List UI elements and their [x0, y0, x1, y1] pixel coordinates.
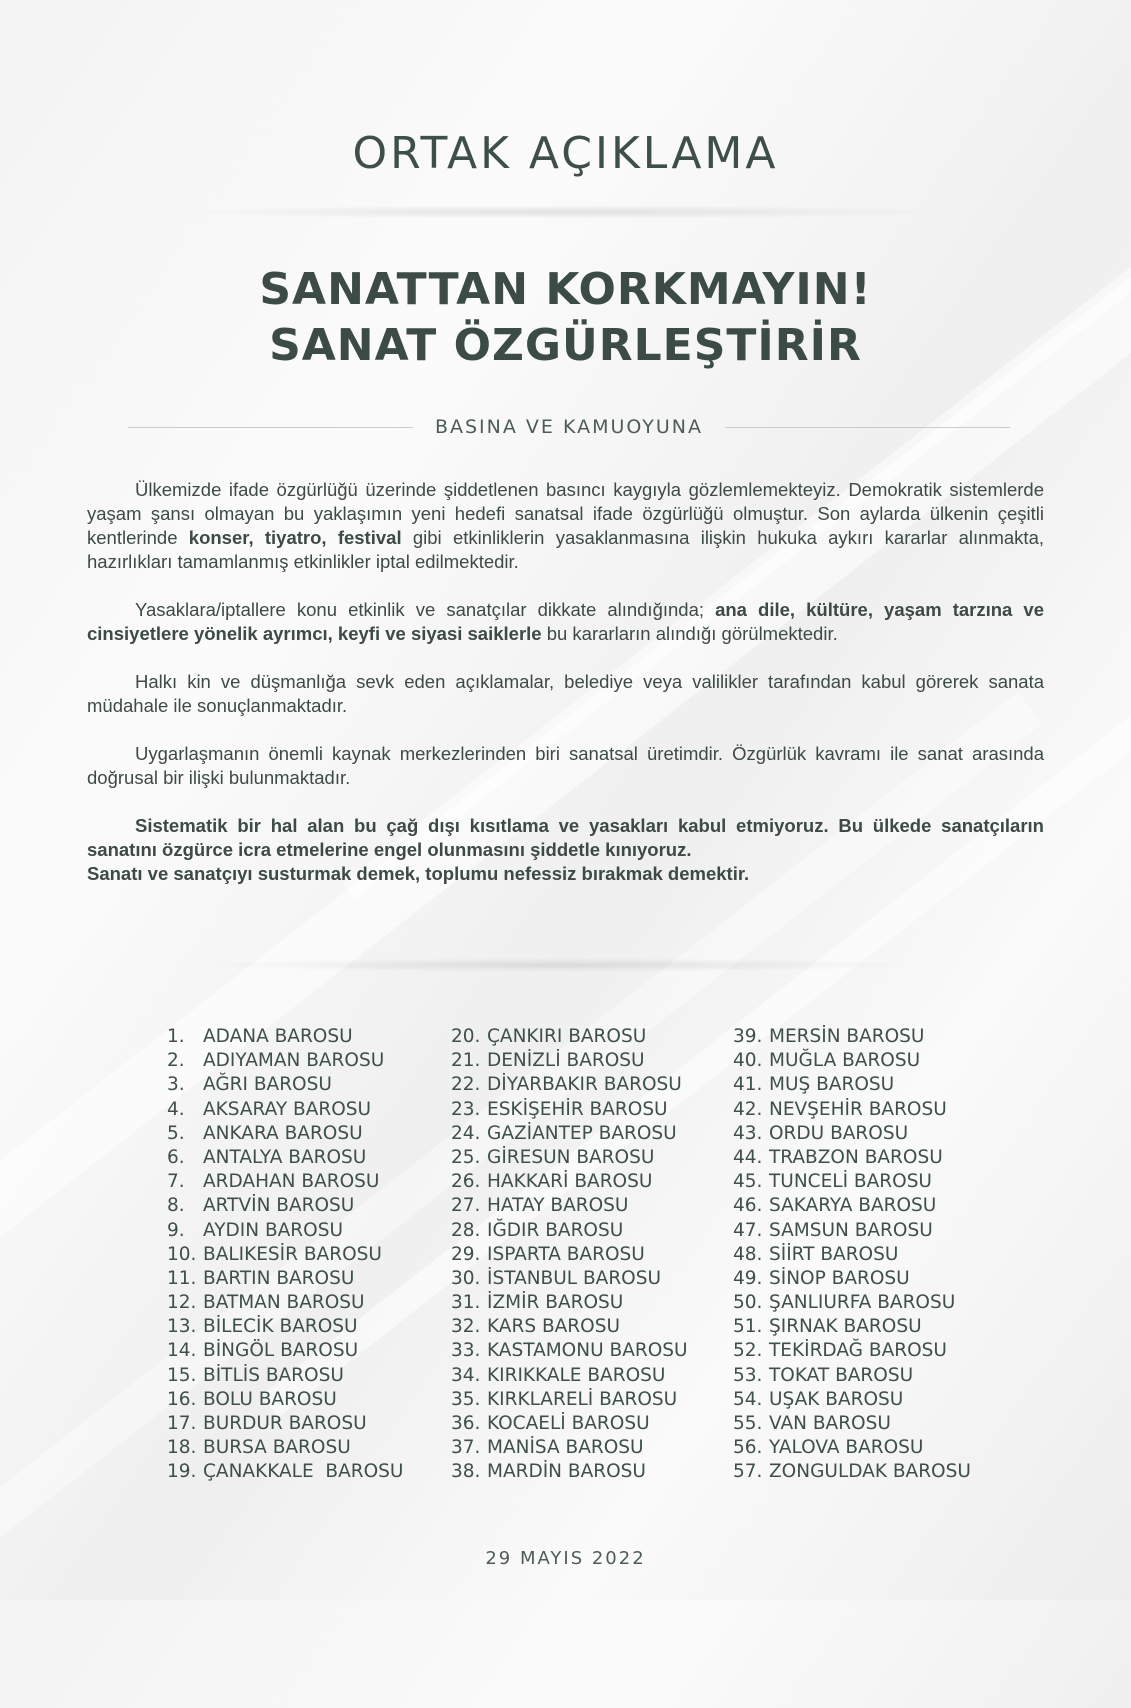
list-item: [167, 1219, 457, 1243]
subheader-row: [128, 416, 1010, 440]
list-item: [167, 1170, 457, 1194]
list-item-number: 51.: [733, 1316, 763, 1338]
list-item-number: 28.: [451, 1219, 481, 1241]
list-item: [167, 1146, 457, 1170]
list-item-number: 11.: [167, 1267, 197, 1289]
list-item: [733, 1339, 1023, 1363]
list-item-number: 46.: [733, 1195, 763, 1217]
list-item-number: 7.: [167, 1171, 185, 1193]
list-item-name: ŞANLIURFA BAROSU: [769, 1292, 956, 1314]
list-item: [451, 1291, 741, 1315]
list-item: [451, 1219, 741, 1243]
list-item-number: 30.: [451, 1267, 481, 1289]
list-item-number: 39.: [733, 1026, 763, 1047]
list-item-name: MARDİN BAROSU: [487, 1461, 646, 1483]
list-item: [167, 1339, 457, 1363]
list-item: [167, 1025, 457, 1049]
list-item-name: KARS BAROSU: [487, 1316, 620, 1338]
list-item-name: AYDIN BAROSU: [203, 1219, 343, 1241]
list-item: [167, 1388, 457, 1412]
list-item-number: 21.: [451, 1050, 481, 1072]
list-item: [451, 1098, 741, 1122]
bar-list-column-2: [451, 1025, 741, 1485]
list-item-name: VAN BAROSU: [769, 1413, 891, 1434]
subheader-text: BASINA VE KAMUOYUNA: [434, 416, 704, 438]
list-item-name: İSTANBUL BAROSU: [487, 1267, 662, 1289]
list-item: [451, 1364, 741, 1388]
list-item-number: 2.: [167, 1050, 185, 1072]
list-item-name: MERSİN BAROSU: [769, 1026, 925, 1047]
list-item-number: 18.: [167, 1437, 197, 1459]
list-item: [733, 1098, 1023, 1122]
list-item-name: MANİSA BAROSU: [487, 1437, 644, 1459]
header-divider-shadow: [180, 205, 940, 219]
list-item-number: 50.: [733, 1292, 763, 1314]
list-item-name: KASTAMONU BAROSU: [487, 1340, 688, 1362]
paragraph-2: [87, 598, 1044, 646]
list-item: [451, 1388, 741, 1412]
list-item-number: 14.: [167, 1340, 197, 1362]
list-item-number: 10.: [167, 1243, 197, 1265]
list-item-name: BOLU BAROSU: [203, 1388, 337, 1410]
list-item: [733, 1412, 1023, 1436]
paragraph-2-text: Yasaklara/iptallere konu etkinlik ve sanatçılar dikkate alındığında;: [135, 599, 716, 620]
list-item-name: ZONGULDAK BAROSU: [769, 1461, 971, 1483]
list-item-name: BİLECİK BAROSU: [203, 1316, 358, 1338]
document-header-title: ORTAK AÇIKLAMA: [352, 128, 779, 179]
list-item: [733, 1170, 1023, 1194]
list-item-name: YALOVA BAROSU: [769, 1437, 924, 1459]
list-item-name: BİTLİS BAROSU: [203, 1364, 344, 1386]
list-item-number: 38.: [451, 1461, 481, 1483]
headline: [0, 262, 1131, 374]
list-item-number: 24.: [451, 1122, 481, 1144]
list-item-name: ISPARTA BAROSU: [487, 1243, 645, 1265]
list-item-number: 20.: [451, 1026, 481, 1047]
list-item-name: DİYARBAKIR BAROSU: [487, 1074, 682, 1096]
list-item-number: 48.: [733, 1243, 763, 1265]
list-item-number: 12.: [167, 1292, 197, 1314]
list-item: [733, 1025, 1023, 1049]
list-item-name: SAMSUN BAROSU: [769, 1219, 933, 1241]
list-item: [451, 1412, 741, 1436]
list-item: [451, 1194, 741, 1218]
list-item: [167, 1098, 457, 1122]
list-item: [167, 1122, 457, 1146]
list-item-name: TEKİRDAĞ BAROSU: [769, 1340, 947, 1362]
list-item-number: 29.: [451, 1243, 481, 1265]
list-item-number: 43.: [733, 1122, 763, 1144]
list-item-name: NEVŞEHİR BAROSU: [769, 1098, 947, 1120]
list-item: [733, 1291, 1023, 1315]
list-item: [451, 1339, 741, 1363]
list-item: [733, 1243, 1023, 1267]
list-item-name: DENİZLİ BAROSU: [487, 1050, 645, 1072]
paragraph-6: Sanatı ve sanatçıyı susturmak demek, toplumu nefessiz bırakmak demektir.: [87, 863, 750, 884]
list-item-number: 55.: [733, 1413, 763, 1434]
list-item: [733, 1073, 1023, 1097]
paragraph-3: Halkı kin ve düşmanlığa sevk eden açıklamalar, belediye veya valilikler tarafından kabul görerek sanata müdahale ile sonuçlanmaktadır.: [87, 671, 1044, 716]
list-item-name: SİNOP BAROSU: [769, 1267, 910, 1289]
list-item: [167, 1412, 457, 1436]
list-item-number: 32.: [451, 1316, 481, 1338]
list-item-name: BURSA BAROSU: [203, 1437, 351, 1459]
list-item-name: İZMİR BAROSU: [487, 1292, 624, 1314]
list-item-name: ÇANAKKALE BAROSU: [203, 1461, 404, 1483]
list-item: [451, 1122, 741, 1146]
list-item: [733, 1267, 1023, 1291]
list-item-number: 57.: [733, 1461, 763, 1483]
statement-body: [87, 478, 1044, 910]
list-item-name: ANKARA BAROSU: [203, 1122, 363, 1144]
list-item-number: 56.: [733, 1437, 763, 1459]
subheader-rule-right: [725, 427, 1010, 428]
headline-line-1: SANATTAN KORKMAYIN!: [259, 264, 872, 315]
list-item: [451, 1025, 741, 1049]
list-item-number: 34.: [451, 1364, 481, 1386]
list-item: [451, 1073, 741, 1097]
list-item: [451, 1049, 741, 1073]
list-item-name: KIRIKKALE BAROSU: [487, 1364, 666, 1386]
list-item: [451, 1243, 741, 1267]
list-item-number: 4.: [167, 1098, 185, 1120]
list-item-name: TOKAT BAROSU: [769, 1364, 914, 1386]
list-item-number: 44.: [733, 1146, 763, 1168]
list-item-name: ARDAHAN BAROSU: [203, 1171, 380, 1193]
paragraph-1-emphasis: konser, tiyatro, festival: [188, 527, 402, 548]
list-item: [451, 1436, 741, 1460]
list-item-name: ÇANKIRI BAROSU: [487, 1026, 647, 1047]
paragraph-5: Sistematik bir hal alan bu çağ dışı kısıtlama ve yasakları kabul etmiyoruz. Bu ülkede sanatçıların sanatını özgürce icra etmelerine engel olunmasını şiddetle kınıyoruz.: [87, 815, 1044, 860]
list-item-name: SAKARYA BAROSU: [769, 1195, 937, 1217]
list-item-name: HATAY BAROSU: [487, 1195, 629, 1217]
list-item-number: 41.: [733, 1074, 763, 1096]
list-item-number: 40.: [733, 1050, 763, 1072]
list-item: [167, 1049, 457, 1073]
paragraph-1: [87, 478, 1044, 574]
list-item-name: GAZİANTEP BAROSU: [487, 1122, 677, 1144]
list-item-number: 25.: [451, 1146, 481, 1168]
headline-line-2: SANAT ÖZGÜRLEŞTİRİR: [269, 320, 862, 371]
list-item: [167, 1460, 457, 1484]
list-item-name: AKSARAY BAROSU: [203, 1098, 372, 1120]
list-item-name: BURDUR BAROSU: [203, 1413, 367, 1434]
list-item-number: 26.: [451, 1171, 481, 1193]
list-item: [167, 1436, 457, 1460]
list-item-number: 27.: [451, 1195, 481, 1217]
list-item: [733, 1049, 1023, 1073]
paragraph-4: Uygarlaşmanın önemli kaynak merkezlerinden biri sanatsal üretimdir. Özgürlük kavramı ile sanat arasında doğrusal bir ilişki bulunmaktadır.: [87, 743, 1044, 788]
list-item-number: 36.: [451, 1413, 481, 1434]
list-item: [733, 1436, 1023, 1460]
list-item-number: 33.: [451, 1340, 481, 1362]
list-item-name: BALIKESİR BAROSU: [203, 1243, 382, 1265]
list-item: [167, 1291, 457, 1315]
list-item-name: AĞRI BAROSU: [203, 1074, 332, 1096]
list-item-number: 22.: [451, 1074, 481, 1096]
list-item-number: 49.: [733, 1267, 763, 1289]
list-item-number: 17.: [167, 1413, 197, 1434]
paragraph-1-text: Ülkemizde ifade özgürlüğü üzerinde şiddetlenen basıncı kaygıyla gözlemlemekteyiz. Demokratik sistemlerde yaşam şansı olmayan bu yaklaşımın yeni hedefi sanatsal ifade özgürlüğü olmuştur. Son aylarda ülkenin çeşitli kentlerinde: [87, 479, 1044, 548]
list-item-name: MUĞLA BAROSU: [769, 1050, 921, 1072]
list-item-number: 53.: [733, 1364, 763, 1386]
list-item: [451, 1146, 741, 1170]
list-item: [733, 1219, 1023, 1243]
list-item: [733, 1315, 1023, 1339]
list-item: [167, 1315, 457, 1339]
list-item-number: 13.: [167, 1316, 197, 1338]
list-item: [451, 1460, 741, 1484]
document-date: 29 MAYIS 2022: [485, 1548, 646, 1569]
list-item-name: UŞAK BAROSU: [769, 1388, 904, 1410]
list-item-number: 45.: [733, 1171, 763, 1193]
list-item-name: KOCAELİ BAROSU: [487, 1413, 650, 1434]
list-item-number: 3.: [167, 1074, 185, 1096]
list-item: [733, 1146, 1023, 1170]
list-item-name: IĞDIR BAROSU: [487, 1219, 624, 1241]
list-item-name: KIRKLARELİ BAROSU: [487, 1388, 678, 1410]
list-item-name: BATMAN BAROSU: [203, 1292, 365, 1314]
list-item-name: TUNCELİ BAROSU: [769, 1171, 932, 1193]
bar-list-column-3: [733, 1025, 1023, 1485]
list-item-name: ADIYAMAN BAROSU: [203, 1050, 385, 1072]
list-item: [167, 1364, 457, 1388]
list-item: [733, 1194, 1023, 1218]
list-item: [167, 1194, 457, 1218]
paragraph-2-emphasis: ana dile, kültüre, yaşam tarzına ve cinsiyetlere yönelik ayrımcı, keyfi ve siyasi saiklerle: [87, 599, 1045, 644]
list-item: [451, 1170, 741, 1194]
list-item-number: 19.: [167, 1461, 197, 1483]
paragraph-2-text-end: bu kararların alındığı görülmektedir.: [541, 623, 838, 644]
list-item: [733, 1388, 1023, 1412]
list-item: [451, 1267, 741, 1291]
list-divider-shadow: [190, 958, 930, 972]
list-item: [167, 1243, 457, 1267]
list-item-number: 23.: [451, 1098, 481, 1120]
list-item: [733, 1364, 1023, 1388]
list-item-number: 54.: [733, 1388, 763, 1410]
list-item-name: GİRESUN BAROSU: [487, 1146, 655, 1168]
list-item: [733, 1460, 1023, 1484]
list-item-number: 31.: [451, 1292, 481, 1314]
list-item-number: 1.: [167, 1026, 185, 1047]
list-item-number: 15.: [167, 1364, 197, 1386]
list-item-number: 5.: [167, 1122, 185, 1144]
list-item-number: 9.: [167, 1219, 185, 1241]
list-item-number: 52.: [733, 1340, 763, 1362]
list-item-name: ADANA BAROSU: [203, 1026, 353, 1047]
list-item-name: TRABZON BAROSU: [769, 1146, 943, 1168]
list-item-name: BİNGÖL BAROSU: [203, 1340, 359, 1362]
list-item: [167, 1267, 457, 1291]
list-item-name: ŞIRNAK BAROSU: [769, 1316, 922, 1338]
list-item-number: 35.: [451, 1388, 481, 1410]
list-item-number: 42.: [733, 1098, 763, 1120]
list-item-number: 37.: [451, 1437, 481, 1459]
list-item-number: 8.: [167, 1195, 185, 1217]
list-item: [733, 1122, 1023, 1146]
list-item-name: BARTIN BAROSU: [203, 1267, 355, 1289]
list-item-name: MUŞ BAROSU: [769, 1074, 895, 1096]
list-item-name: ESKİŞEHİR BAROSU: [487, 1098, 668, 1120]
list-item-name: SİİRT BAROSU: [769, 1243, 899, 1265]
list-item: [451, 1315, 741, 1339]
list-item-name: ORDU BAROSU: [769, 1122, 909, 1144]
list-item-name: ANTALYA BAROSU: [203, 1146, 367, 1168]
bar-list-column-1: [167, 1025, 457, 1485]
list-item-number: 47.: [733, 1219, 763, 1241]
paragraph-1-text-end: gibi etkinliklerin yasaklanmasına ilişkin hukuka aykırı kararlar alınmakta, hazırlıkları tamamlanmış etkinlikler iptal edilmektedir.: [87, 527, 1044, 572]
list-item-number: 6.: [167, 1146, 185, 1168]
list-item-name: HAKKARİ BAROSU: [487, 1171, 653, 1193]
list-item-name: ARTVİN BAROSU: [203, 1195, 355, 1217]
list-item: [167, 1073, 457, 1097]
list-item-number: 16.: [167, 1388, 197, 1410]
